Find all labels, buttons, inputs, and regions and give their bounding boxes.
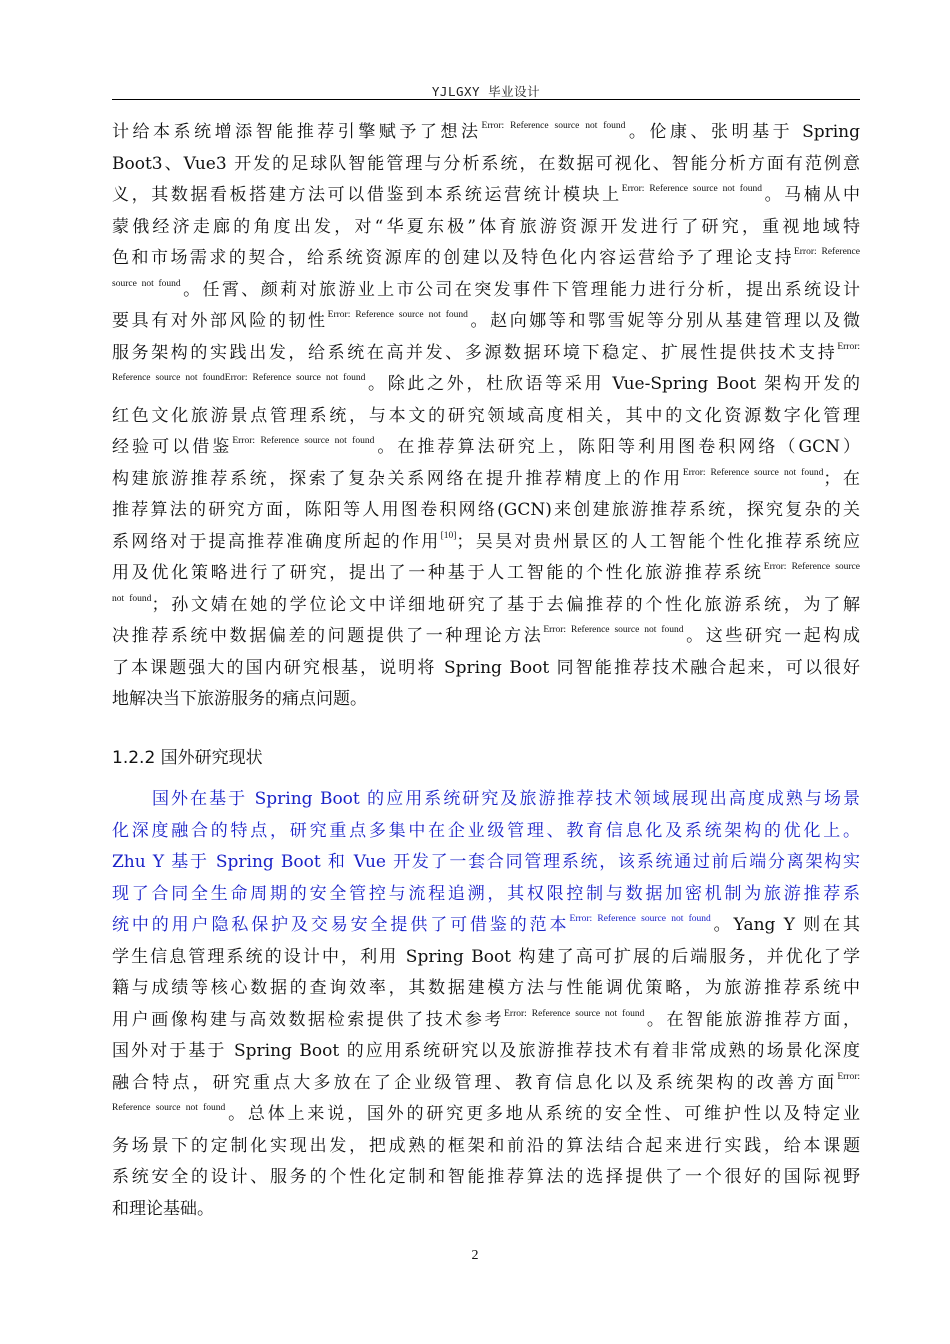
text: 。Yang Y 则在其 bbox=[710, 915, 860, 935]
text: 色和市场需求的契合，给系统资源库的创建以及特色化内容运营给予了理论支持 bbox=[112, 248, 794, 268]
reference-error: Error: Reference source bbox=[763, 562, 860, 572]
text-line: 了本课题强大的国内研究根基，说明将 Spring Boot 同智能推荐技术融合起来，可以很好 bbox=[112, 657, 860, 678]
text-line: 现了合同全生命周期的安全管控与流程追溯，其权限控制与数据加密机制为旅游推荐系 bbox=[112, 883, 860, 904]
text-line bbox=[112, 1005, 860, 1037]
text: 统中的用户隐私保护及交易安全提供了可借鉴的范本 bbox=[112, 915, 570, 935]
text-line bbox=[112, 1068, 860, 1100]
text-line bbox=[112, 275, 860, 307]
reference-error: Error: Reference source not found bbox=[504, 1008, 645, 1019]
text: ；孙文婧在她的学位论文中详细地研究了基于去偏推荐的个性化旅游系统，为了解 bbox=[151, 594, 860, 615]
text-line: 学生信息管理系统的设计中，利用 Spring Boot 构建了高可扩展的后端服务，并优化了学 bbox=[112, 946, 860, 967]
text-line: 和理论基础。 bbox=[112, 1198, 214, 1219]
text: 构建旅游推荐系统，探索了复杂关系网络在提升推荐精度上的作用 bbox=[112, 468, 683, 489]
reference-error: Reference source not found bbox=[112, 1103, 226, 1113]
reference-error: Error: Reference source not found bbox=[621, 184, 762, 194]
reference-error: Error: Reference source not found bbox=[543, 625, 684, 635]
text: 服务架构的实践出发，给系统在高并发、多源数据环境下稳定、扩展性提供技术支持 bbox=[112, 342, 838, 363]
text-line: 红色文化旅游景点管理系统，与本文的研究领域高度相关，其中的文化资源数字化管理 bbox=[112, 405, 860, 426]
reference-error: Error: Reference source not found bbox=[327, 310, 468, 320]
text: 。任霄、颜莉对旅游业上市公司在突发事件下管理能力进行分析，提出系统设计 bbox=[180, 279, 860, 300]
reference-error: Error: bbox=[837, 1071, 860, 1082]
text: 用及优化策略进行了研究，提出了一种基于人工智能的个性化旅游推荐系统 bbox=[112, 563, 764, 583]
text-line: 务场景下的定制化实现出发，把成熟的框架和前沿的算法结合起来进行实践，给本课题 bbox=[112, 1135, 860, 1156]
text-line bbox=[112, 1099, 860, 1131]
text: 要具有对外部风险的韧性 bbox=[112, 311, 328, 331]
text-line bbox=[112, 117, 860, 149]
text-line bbox=[112, 910, 860, 942]
reference-error: Error: Reference source not found bbox=[232, 436, 375, 446]
reference-error: Error: Reference source not found bbox=[682, 467, 824, 478]
text-line bbox=[112, 306, 860, 338]
text: ；在 bbox=[823, 468, 860, 489]
text-line bbox=[112, 180, 860, 212]
text: 。马楠从中 bbox=[761, 185, 860, 205]
section-heading: 1.2.2 国外研究现状 bbox=[112, 748, 263, 768]
text-line bbox=[112, 338, 860, 370]
header-rule bbox=[112, 99, 860, 100]
reference-error: Error: Reference source not found bbox=[569, 914, 711, 924]
text-line bbox=[112, 590, 860, 622]
text: 。总体上来说，国外的研究更多地从系统的安全性、可维护性以及特定业 bbox=[225, 1104, 860, 1124]
reference-error: source not found bbox=[112, 278, 181, 289]
text-line bbox=[112, 621, 860, 653]
reference-error: Error: Reference bbox=[793, 247, 860, 257]
text: 系网络对于提高推荐准确度所起的作用 bbox=[112, 531, 441, 552]
text: 计给本系统增添智能推荐引擎赋予了想法 bbox=[112, 122, 482, 142]
text-line: 国外对于基于 Spring Boot 的应用系统研究以及旅游推荐技术有着非常成熟的场景化深度 bbox=[112, 1041, 860, 1061]
text-line bbox=[112, 432, 860, 464]
text-line bbox=[112, 369, 860, 401]
text-line: 籍与成绩等核心数据的查询效率，其数据建模方法与性能调优策略，为旅游推荐系统中 bbox=[112, 978, 860, 998]
text-line: 化深度融合的特点，研究重点多集中在企业级管理、教育信息化及系统架构的优化上。 bbox=[112, 820, 860, 841]
text: 义，其数据看板搭建方法可以借鉴到本系统运营统计模块上 bbox=[112, 185, 622, 205]
text: 决推荐系统中数据偏差的问题提供了一种理论方法 bbox=[112, 626, 544, 646]
text-line: Zhu Y 基于 Spring Boot 和 Vue 开发了一套合同管理系统，该系统通过前后端分离架构实 bbox=[112, 852, 860, 872]
text-line: 地解决当下旅游服务的痛点问题。 bbox=[112, 689, 367, 709]
reference-error: Error: Reference source not found bbox=[481, 121, 626, 131]
text: 。在智能旅游推荐方面， bbox=[644, 1009, 860, 1030]
text-line: 蒙俄经济走廊的角度出发，对“华夏东极”体育旅游资源开发进行了研究，重视地域特 bbox=[112, 216, 860, 237]
text: 。赵向娜等和鄂雪妮等分别从基建管理以及微 bbox=[467, 311, 860, 331]
text: 融合特点，研究重点大多放在了企业级管理、教育信息化以及系统架构的改善方面 bbox=[112, 1072, 838, 1093]
citation: [10] bbox=[440, 530, 457, 541]
text: 。这些研究一起构成 bbox=[683, 626, 860, 646]
text-line bbox=[112, 527, 860, 559]
text-line bbox=[112, 464, 860, 496]
text-line: 推荐算法的研究方面，陈阳等人用图卷积网络(GCN)来创建旅游推荐系统，探究复杂的关 bbox=[112, 500, 860, 520]
text: 。伦康、张明基于 Spring bbox=[625, 122, 860, 142]
text: 用户画像构建与高效数据检索提供了技术参考 bbox=[112, 1009, 505, 1030]
page-header: YJLGXY 毕业设计 bbox=[431, 84, 541, 99]
text: 。在推荐算法研究上，陈阳等利用图卷积网络（GCN） bbox=[374, 437, 860, 457]
reference-error: not found bbox=[112, 593, 152, 604]
text-line: 系统安全的设计、服务的个性化定制和智能推荐算法的选择提供了一个很好的国际视野 bbox=[112, 1167, 860, 1187]
text-line bbox=[112, 243, 860, 275]
text: 。除此之外，杜欣语等采用 Vue-Spring Boot 架构开发的 bbox=[365, 374, 860, 394]
reference-error: Reference source not foundError: Reference source not found bbox=[112, 373, 366, 383]
reference-error: Error: bbox=[837, 341, 860, 352]
page-number: 2 bbox=[471, 1248, 479, 1263]
text-line bbox=[112, 558, 860, 590]
text: 经验可以借鉴 bbox=[112, 437, 233, 457]
text: ；吴昊对贵州景区的人工智能个性化推荐系统应 bbox=[456, 531, 860, 552]
text-line: 国外在基于 Spring Boot 的应用系统研究及旅游推荐技术领域展现出高度成熟与场景 bbox=[152, 789, 860, 809]
text-line: Boot3、Vue3 开发的足球队智能管理与分析系统，在数据可视化、智能分析方面有范例意 bbox=[112, 153, 860, 174]
